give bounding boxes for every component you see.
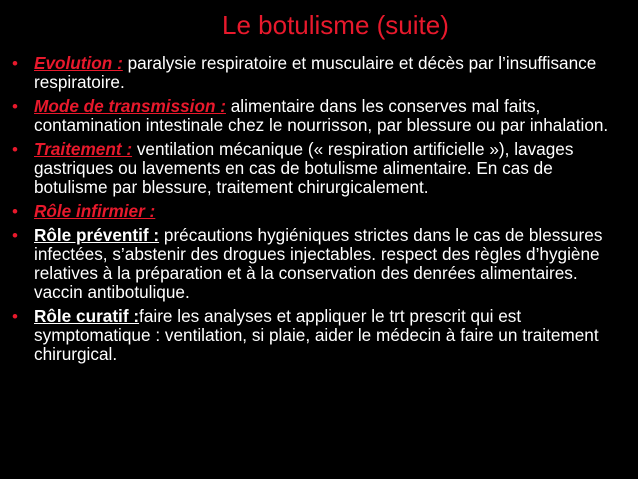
bullet-text-mode-transmission: alimentaire dans les conserves mal faits, contamination intestinale chez le nourrisson, par blessure ou par inhalation. xyxy=(34,96,609,135)
bullet-label-role-preventif: Rôle préventif : xyxy=(34,225,160,245)
bullet-label-traitement: Traitement : xyxy=(34,139,133,159)
bullet-dot-icon: • xyxy=(12,307,18,326)
bullet-text-role-preventif: précautions hygiéniques strictes dans le cas de blessures infectées, s’abstenir des drogues injectables. respect des règles d’hygiène relatives à la préparation et à la conservation des denrées alimentaires. vaccin antibotulique. xyxy=(34,225,603,302)
bullet-list xyxy=(12,54,630,369)
bullet-label-mode-transmission: Mode de transmission : xyxy=(34,96,226,116)
bullet-dot-icon: • xyxy=(12,202,18,221)
bullet-text-traitement: ventilation mécanique (« respiration artificielle »), lavages gastriques ou lavements en cas de botulisme alimentaire. En cas de botulisme par blessure, traitement chirurgicalement. xyxy=(34,139,574,197)
bullet-text-role-curatif: faire les analyses et appliquer le trt prescrit qui est symptomatique : ventilation, si plaie, aider le médecin à faire un traitement chirurgical. xyxy=(34,306,599,364)
slide-title: Le botulisme (suite) xyxy=(222,10,449,40)
bullet-label-evolution: Evolution : xyxy=(34,53,123,73)
bullet-text-evolution: paralysie respiratoire et musculaire et décès par l’insuffisance respiratoire. xyxy=(34,53,597,92)
bullet-dot-icon: • xyxy=(12,97,18,116)
bullet-label-role-curatif: Rôle curatif : xyxy=(34,306,140,326)
bullet-label-role-infirmier: Rôle infirmier : xyxy=(34,201,156,221)
bullet-role-curatif xyxy=(12,307,630,364)
bullet-evolution xyxy=(12,54,630,92)
bullet-dot-icon: • xyxy=(12,140,18,159)
bullet-mode-transmission xyxy=(12,97,630,135)
bullet-role-infirmier xyxy=(12,202,630,221)
bullet-dot-icon: • xyxy=(12,54,18,73)
bullet-traitement xyxy=(12,140,630,197)
bullet-dot-icon: • xyxy=(12,226,18,245)
bullet-role-preventif xyxy=(12,226,630,302)
